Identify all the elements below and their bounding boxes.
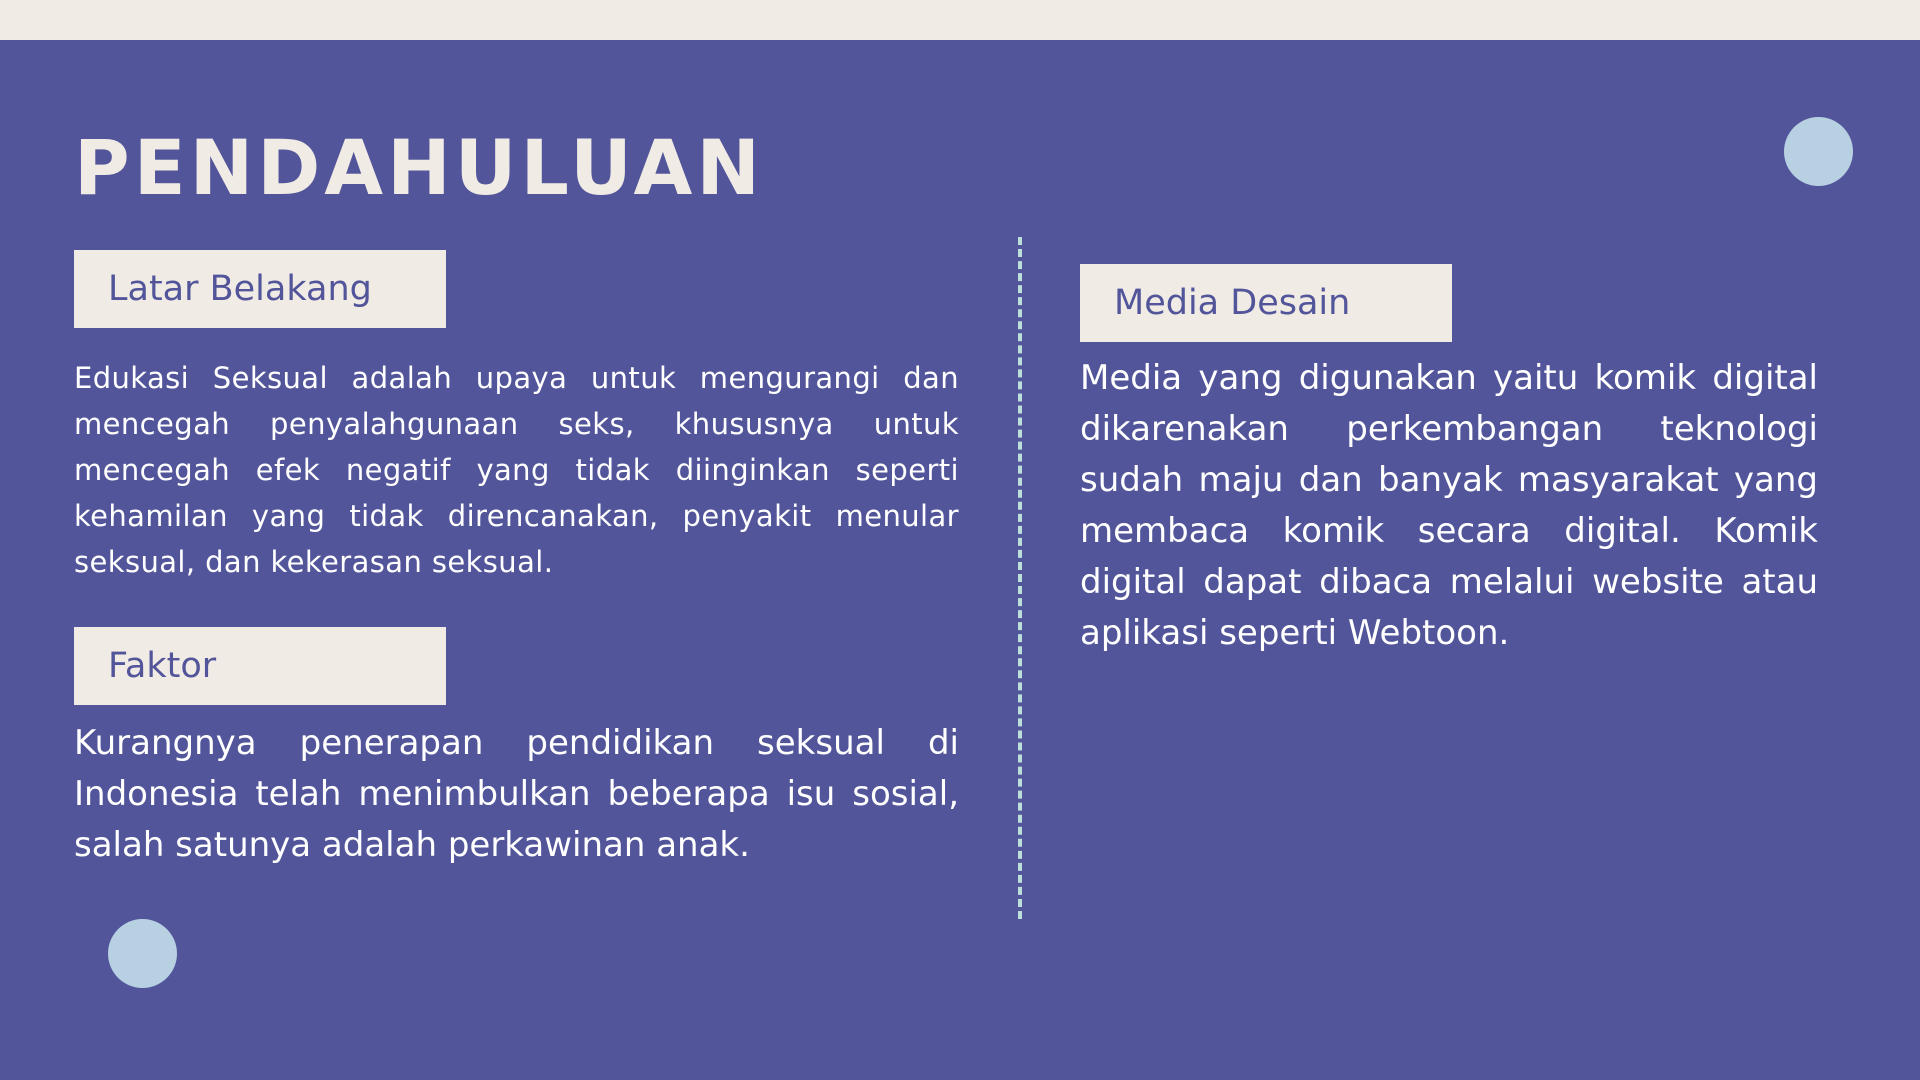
section-text-faktor: Kurangnya penerapan pendidikan seksual di Indonesia telah menimbulkan beberapa isu sosial, salah satunya adalah perkawinan anak.	[74, 723, 959, 865]
section-text-media-desain: Media yang digunakan yaitu komik digital dikarenakan perkembangan teknologi sudah maju dan banyak masyarakat yang membaca komik secara digital. Komik digital dapat dibaca melalui website atau aplikasi seperti Webtoon.	[1080, 358, 1818, 653]
slide-title: PENDAHULUAN	[74, 123, 764, 212]
dashed-divider	[1018, 237, 1022, 919]
top-strip	[0, 0, 1920, 40]
section-text-latar-belakang: Edukasi Seksual adalah upaya untuk mengurangi dan mencegah penyalahgunaan seks, khususnya untuk mencegah efek negatif yang tidak diinginkan seperti kehamilan yang tidak direncanakan, penyakit menular seksual, dan kekerasan seksual.	[74, 361, 959, 579]
section-label-latar-belakang: Latar Belakang	[74, 250, 446, 328]
section-label-media-desain: Media Desain	[1080, 264, 1452, 342]
decorative-circle-top	[1784, 117, 1853, 186]
decorative-circle-bottom	[108, 919, 177, 988]
section-label-faktor: Faktor	[74, 627, 446, 705]
